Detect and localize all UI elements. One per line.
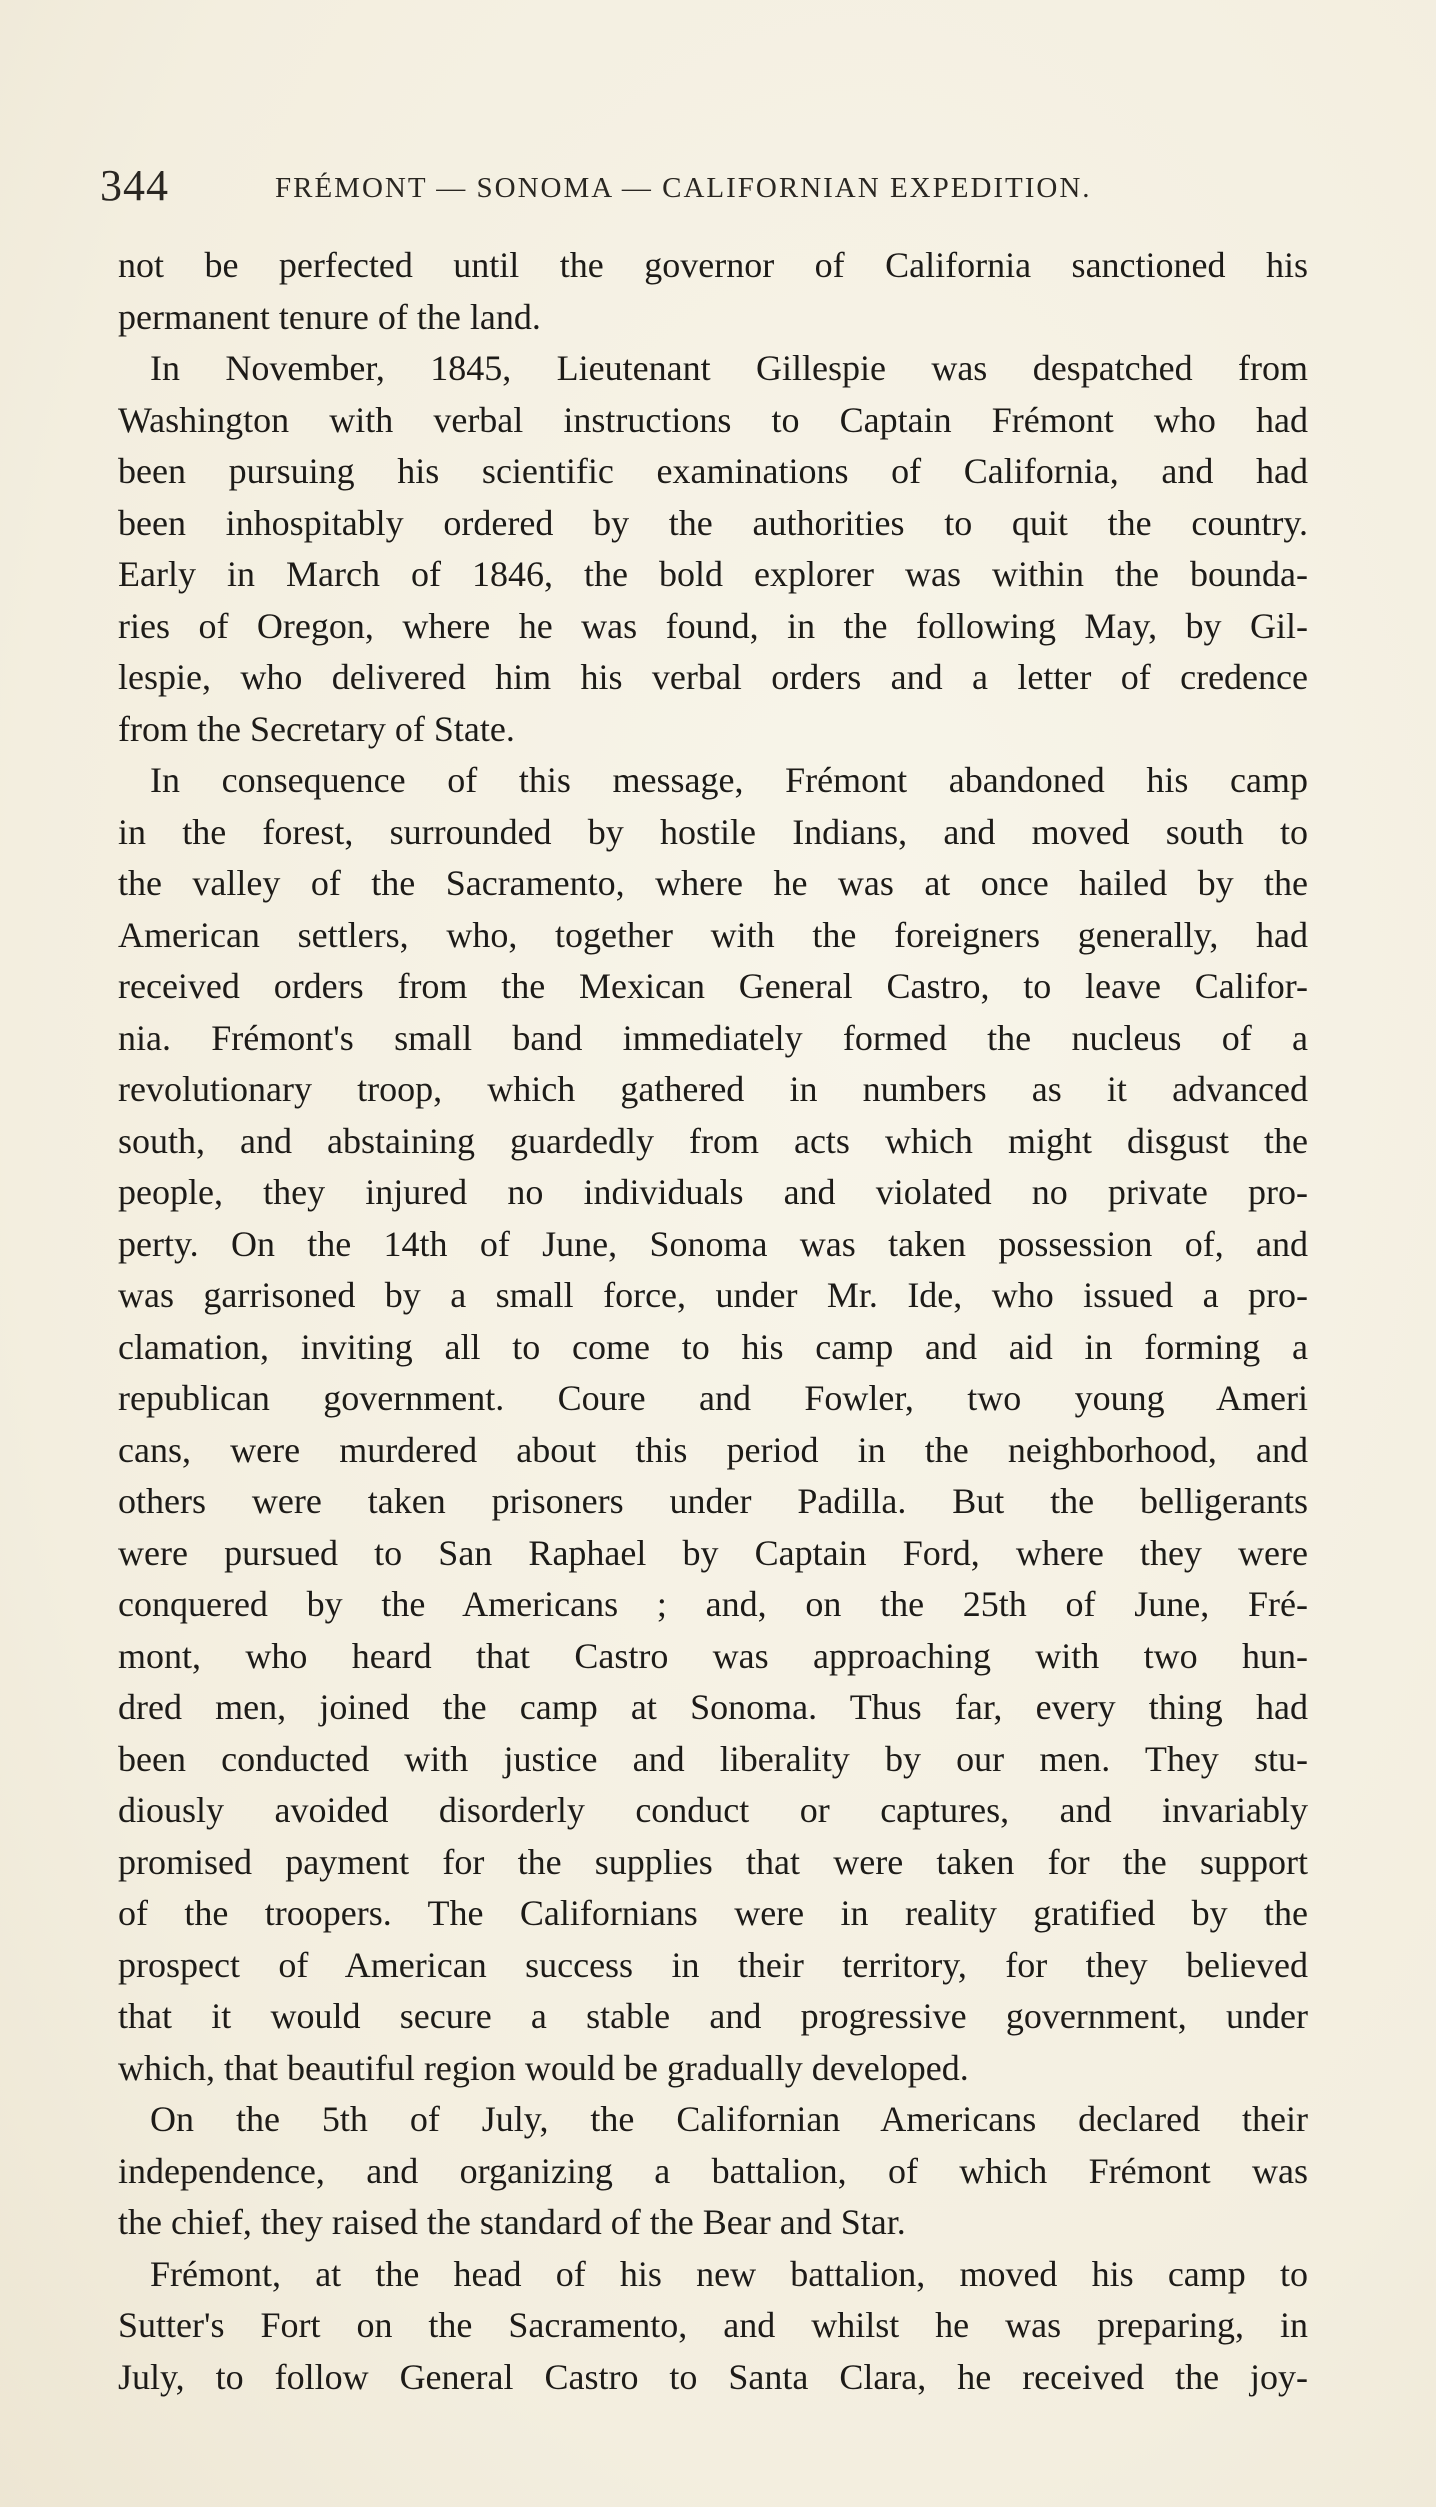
text-line: Frémont, at the head of his new battalion, moved his camp to — [150, 2253, 1308, 2294]
text-line: perty. On the 14th of June, Sonoma was taken possession of, and — [118, 1223, 1308, 1264]
text-line: republican government. Coure and Fowler, two young Ameri — [118, 1378, 1308, 1418]
text-line: been inhospitably ordered by the authorities to quit the country. — [118, 502, 1308, 543]
page-header — [100, 160, 1330, 210]
text-line: independence, and organizing a battalion, of which Frémont was — [118, 2150, 1308, 2191]
text-line: promised payment for the supplies that were taken for the support — [118, 1841, 1308, 1882]
running-head: FRÉMONT — SONOMA — CALIFORNIAN EXPEDITION. — [275, 172, 1092, 204]
text-line: the chief, they raised the standard of the Bear and Star. — [118, 2202, 906, 2242]
text-line: nia. Frémont's small band immediately formed the nucleus of a — [118, 1017, 1308, 1058]
text-line: On the 5th of July, the Californian Americans declared their — [150, 2099, 1308, 2139]
text-line: was garrisoned by a small force, under Mr. Ide, who issued a pro- — [118, 1275, 1308, 1315]
text-line: In consequence of this message, Frémont abandoned his camp — [150, 760, 1308, 800]
text-line: south, and abstaining guardedly from acts which might disgust the — [118, 1120, 1308, 1161]
text-line: people, they injured no individuals and violated no private pro- — [118, 1172, 1308, 1212]
text-line: lespie, who delivered him his verbal orders and a letter of credence — [118, 657, 1308, 697]
text-line: ries of Oregon, where he was found, in the following May, by Gil- — [118, 605, 1308, 646]
text-line: Early in March of 1846, the bold explorer was within the bounda- — [118, 554, 1308, 594]
text-line: the valley of the Sacramento, where he was at once hailed by the — [118, 863, 1308, 903]
text-line: July, to follow General Castro to Santa Clara, he received the joy- — [118, 2356, 1308, 2397]
text-line: diously avoided disorderly conduct or captures, and invariably — [118, 1790, 1308, 1830]
text-line: received orders from the Mexican General Castro, to leave Califor- — [118, 966, 1308, 1006]
text-line: were pursued to San Raphael by Captain Ford, where they were — [118, 1532, 1308, 1573]
text-line: dred men, joined the camp at Sonoma. Thus far, every thing had — [118, 1687, 1308, 1727]
text-line: others were taken prisoners under Padilla. But the belligerants — [118, 1481, 1308, 1521]
text-line: Washington with verbal instructions to Captain Frémont who had — [118, 399, 1308, 440]
text-line: In November, 1845, Lieutenant Gillespie was despatched from — [150, 348, 1308, 388]
body-text — [118, 240, 1308, 2403]
text-line: clamation, inviting all to come to his camp and aid in forming a — [118, 1326, 1308, 1367]
text-line: prospect of American success in their territory, for they believed — [118, 1944, 1308, 1985]
text-line: mont, who heard that Castro was approaching with two hun- — [118, 1635, 1308, 1676]
page-number: 344 — [100, 161, 169, 210]
text-line: of the troopers. The Californians were in reality gratified by the — [118, 1893, 1308, 1933]
text-line: not be perfected until the governor of California sanctioned his — [118, 245, 1308, 285]
text-line: from the Secretary of State. — [118, 708, 515, 749]
text-line: revolutionary troop, which gathered in numbers as it advanced — [118, 1069, 1308, 1109]
text-line: Sutter's Fort on the Sacramento, and whilst he was preparing, in — [118, 2305, 1308, 2345]
text-line: that it would secure a stable and progressive government, under — [118, 1996, 1308, 2036]
text-line: which, that beautiful region would be gradually developed. — [118, 2047, 969, 2088]
text-line: permanent tenure of the land. — [118, 296, 541, 337]
text-line: been conducted with justice and liberality by our men. They stu- — [118, 1738, 1308, 1779]
text-line: American settlers, who, together with the foreigners generally, had — [118, 914, 1308, 955]
text-line: cans, were murdered about this period in the neighborhood, and — [118, 1429, 1308, 1470]
text-line: in the forest, surrounded by hostile Indians, and moved south to — [118, 811, 1308, 852]
text-line: conquered by the Americans ; and, on the 25th of June, Fré- — [118, 1584, 1308, 1624]
text-line: been pursuing his scientific examinations of California, and had — [118, 451, 1308, 491]
